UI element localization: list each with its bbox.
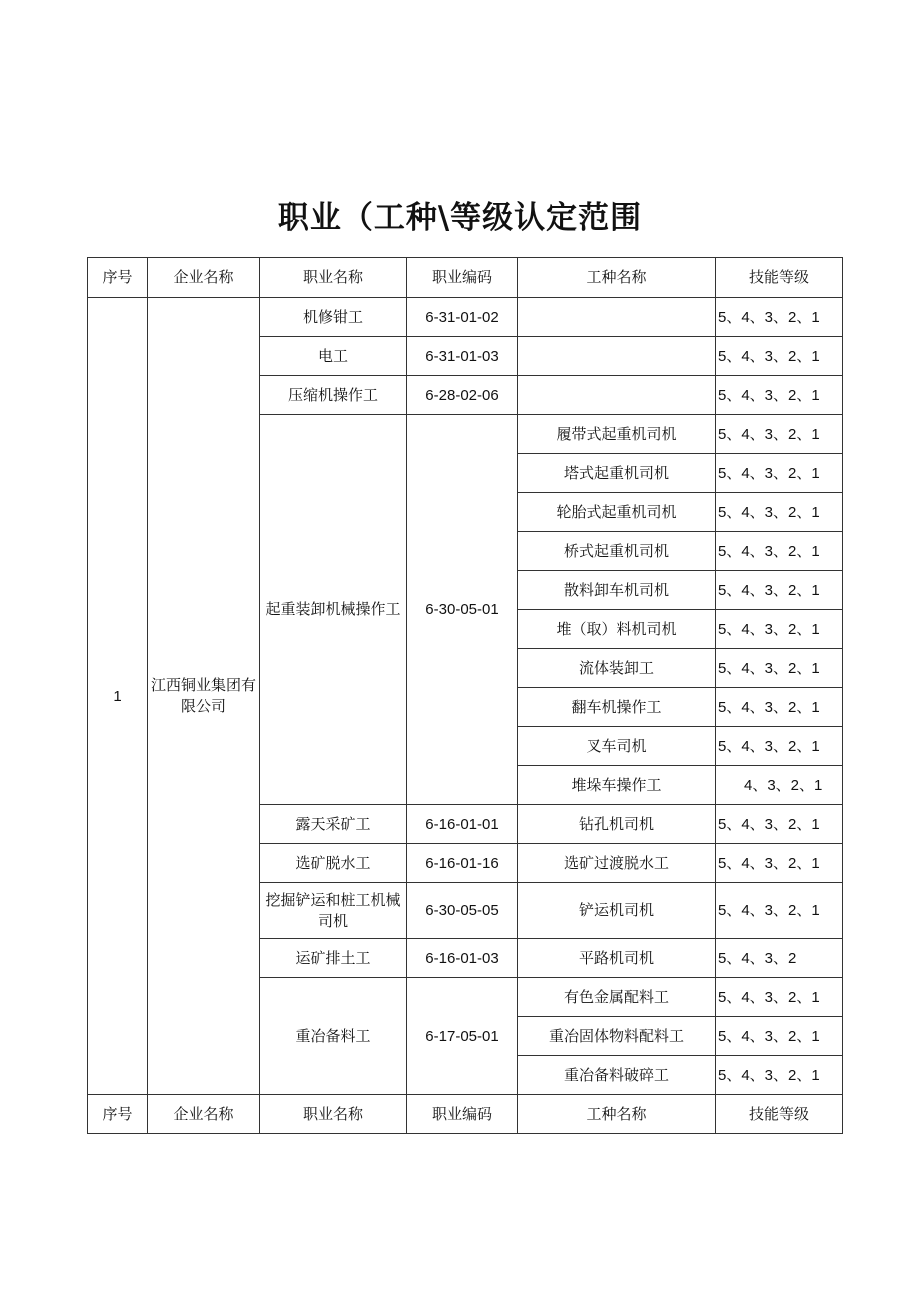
level-cell: 5、4、3、2、1 xyxy=(716,571,843,610)
table-row xyxy=(88,298,843,337)
level-cell: 5、4、3、2、1 xyxy=(716,727,843,766)
footer-header-company: 企业名称 xyxy=(148,1095,260,1134)
document-title: 职业（工种\等级认定范围 xyxy=(277,200,643,236)
work-type-cell: 堆（取）料机司机 xyxy=(518,610,716,649)
level-cell: 5、4、3、2、1 xyxy=(716,649,843,688)
code-cell: 6-31-01-03 xyxy=(407,337,518,376)
level-cell: 5、4、3、2、1 xyxy=(716,978,843,1017)
header-skill-level: 技能等级 xyxy=(716,258,843,298)
footer-header-code: 职业编码 xyxy=(407,1095,518,1134)
occupation-cell: 运矿排土工 xyxy=(260,939,407,978)
occupation-cell: 挖掘铲运和桩工机械司机 xyxy=(260,883,407,939)
level-cell: 5、4、3、2、1 xyxy=(716,454,843,493)
footer-header-work-type: 工种名称 xyxy=(518,1095,716,1134)
work-type-cell: 轮胎式起重机司机 xyxy=(518,493,716,532)
work-type-cell: 平路机司机 xyxy=(518,939,716,978)
work-type-cell: 履带式起重机司机 xyxy=(518,415,716,454)
footer-header-seq: 序号 xyxy=(88,1095,148,1134)
work-type-cell xyxy=(518,298,716,337)
level-cell: 5、4、3、2、1 xyxy=(716,298,843,337)
level-cell: 5、4、3、2、1 xyxy=(716,376,843,415)
level-cell: 5、4、3、2、1 xyxy=(716,688,843,727)
work-type-cell: 桥式起重机司机 xyxy=(518,532,716,571)
level-cell: 5、4、3、2、1 xyxy=(716,883,843,939)
level-cell: 5、4、3、2、1 xyxy=(716,415,843,454)
footer-header-skill-level: 技能等级 xyxy=(716,1095,843,1134)
code-cell: 6-17-05-01 xyxy=(407,978,518,1095)
header-work-type: 工种名称 xyxy=(518,258,716,298)
occupation-cell: 重冶备料工 xyxy=(260,978,407,1095)
code-cell: 6-28-02-06 xyxy=(407,376,518,415)
work-type-cell: 重冶固体物料配料工 xyxy=(518,1017,716,1056)
occupation-cell: 压缩机操作工 xyxy=(260,376,407,415)
code-cell: 6-16-01-03 xyxy=(407,939,518,978)
work-type-cell xyxy=(518,337,716,376)
work-type-cell: 重冶备料破碎工 xyxy=(518,1056,716,1095)
level-cell: 5、4、3、2、1 xyxy=(716,337,843,376)
work-type-cell: 选矿过渡脱水工 xyxy=(518,844,716,883)
work-type-cell: 流体装卸工 xyxy=(518,649,716,688)
header-occupation: 职业名称 xyxy=(260,258,407,298)
level-cell: 5、4、3、2 xyxy=(716,939,843,978)
code-cell: 6-31-01-02 xyxy=(407,298,518,337)
level-cell: 5、4、3、2、1 xyxy=(716,805,843,844)
work-type-cell: 钻孔机司机 xyxy=(518,805,716,844)
company-cell: 江西铜业集团有限公司 xyxy=(148,298,260,1095)
occupation-cell: 电工 xyxy=(260,337,407,376)
level-cell: 5、4、3、2、1 xyxy=(716,1056,843,1095)
level-cell: 5、4、3、2、1 xyxy=(716,532,843,571)
code-cell: 6-30-05-05 xyxy=(407,883,518,939)
occupation-cell: 露天采矿工 xyxy=(260,805,407,844)
level-cell: 5、4、3、2、1 xyxy=(716,610,843,649)
footer-header-occupation: 职业名称 xyxy=(260,1095,407,1134)
occupation-cell: 选矿脱水工 xyxy=(260,844,407,883)
work-type-cell: 有色金属配料工 xyxy=(518,978,716,1017)
work-type-cell: 叉车司机 xyxy=(518,727,716,766)
qualification-table xyxy=(87,257,843,1134)
level-cell: 5、4、3、2、1 xyxy=(716,493,843,532)
code-cell: 6-16-01-16 xyxy=(407,844,518,883)
code-cell: 6-30-05-01 xyxy=(407,415,518,805)
header-row xyxy=(88,258,843,298)
work-type-cell: 翻车机操作工 xyxy=(518,688,716,727)
work-type-cell xyxy=(518,376,716,415)
seq-cell: 1 xyxy=(88,298,148,1095)
work-type-cell: 塔式起重机司机 xyxy=(518,454,716,493)
level-cell: 4、3、2、1 xyxy=(716,766,843,805)
work-type-cell: 铲运机司机 xyxy=(518,883,716,939)
header-seq: 序号 xyxy=(88,258,148,298)
level-cell: 5、4、3、2、1 xyxy=(716,844,843,883)
code-cell: 6-16-01-01 xyxy=(407,805,518,844)
header-company: 企业名称 xyxy=(148,258,260,298)
work-type-cell: 堆垛车操作工 xyxy=(518,766,716,805)
level-cell: 5、4、3、2、1 xyxy=(716,1017,843,1056)
occupation-cell: 起重装卸机械操作工 xyxy=(260,415,407,805)
occupation-cell: 机修钳工 xyxy=(260,298,407,337)
footer-header-row xyxy=(88,1095,843,1134)
header-code: 职业编码 xyxy=(407,258,518,298)
work-type-cell: 散料卸车机司机 xyxy=(518,571,716,610)
